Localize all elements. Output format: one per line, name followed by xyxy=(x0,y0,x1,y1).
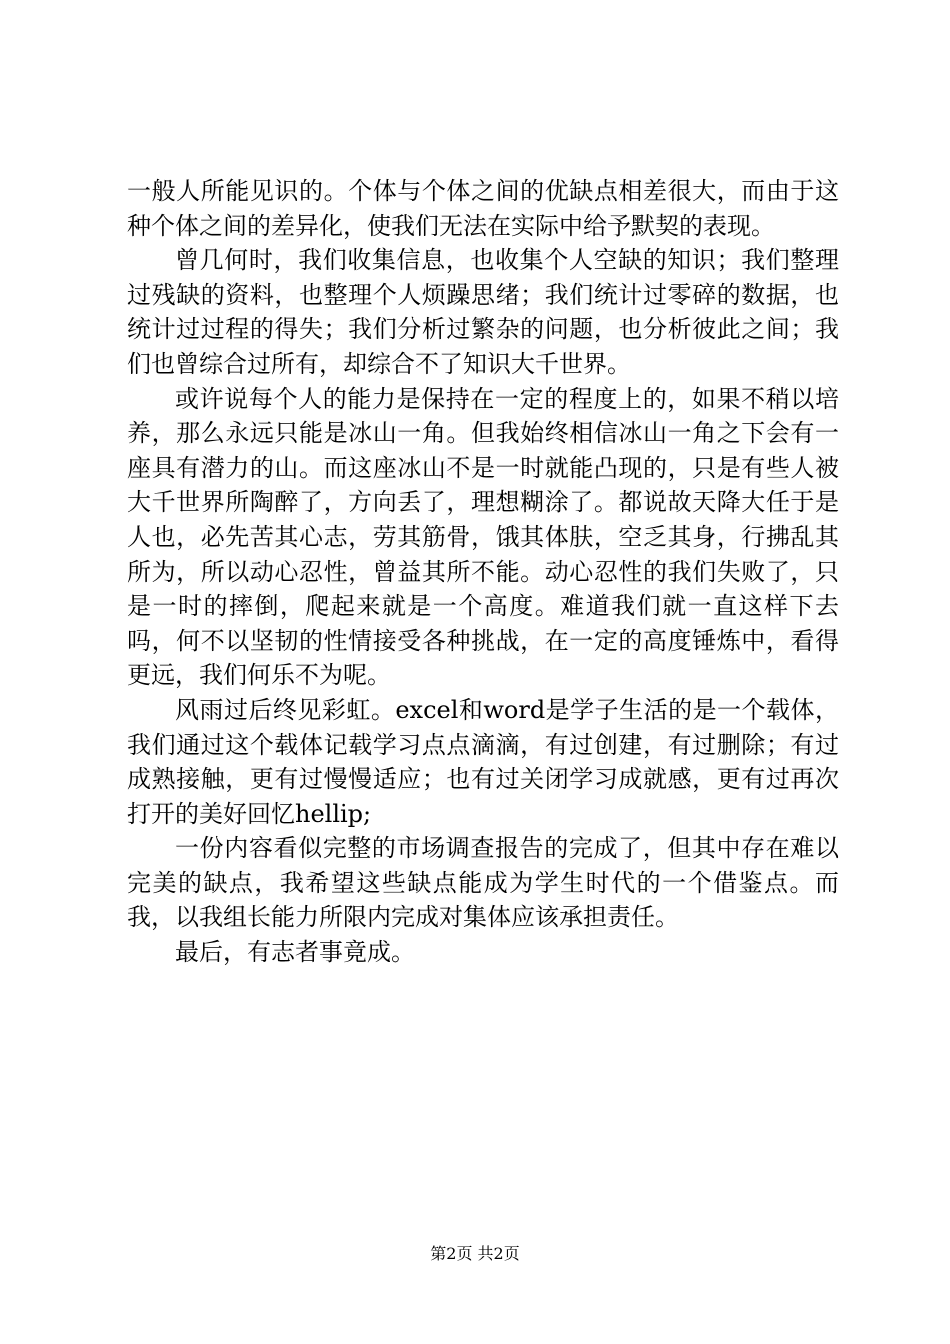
paragraph-2: 曾几何时，我们收集信息，也收集个人空缺的知识；我们整理过残缺的资料，也整理个人烦躁思绪；我们统计过零碎的数据，也统计过过程的得失；我们分析过繁杂的问题，也分析彼此之间；我们也曾综合过所有，却综合不了知识大千世界。 xyxy=(127,246,839,378)
document-body xyxy=(127,174,839,970)
paragraph-3: 或许说每个人的能力是保持在一定的程度上的，如果不稍以培养，那么永远只能是冰山一角。但我始终相信冰山一角之下会有一座具有潜力的山。而这座冰山不是一时就能凸现的，只是有些人被大千世界所陶醉了，方向丢了，理想糊涂了。都说故天降大任于是人也，必先苦其心志，劳其筋骨，饿其体肤，空乏其身，行拂乱其所为，所以动心忍性，曾益其所不能。动心忍性的我们失败了，只是一时的摔倒，爬起来就是一个高度。难道我们就一直这样下去吗，何不以坚韧的性情接受各种挑战，在一定的高度锤炼中，看得更远，我们何乐不为呢。 xyxy=(127,384,839,690)
paragraph-4: 风雨过后终见彩虹。excel和word是学子生活的是一个载体，我们通过这个载体记载学习点点滴滴，有过创建，有过删除；有过成熟接触，更有过慢慢适应；也有过关闭学习成就感，更有过再次打开的美好回忆hellip; xyxy=(127,695,839,828)
paragraph-1: 一般人所能见识的。个体与个体之间的优缺点相差很大，而由于这种个体之间的差异化，使我们无法在实际中给予默契的表现。 xyxy=(127,177,839,240)
paragraph-6: 最后，有志者事竟成。 xyxy=(175,938,415,967)
paragraph-5: 一份内容看似完整的市场调查报告的完成了，但其中存在难以完美的缺点，我希望这些缺点能成为学生时代的一个借鉴点。而我，以我组长能力所限内完成对集体应该承担责任。 xyxy=(127,834,839,932)
page-footer: 第2页 共2页 xyxy=(430,1244,520,1263)
